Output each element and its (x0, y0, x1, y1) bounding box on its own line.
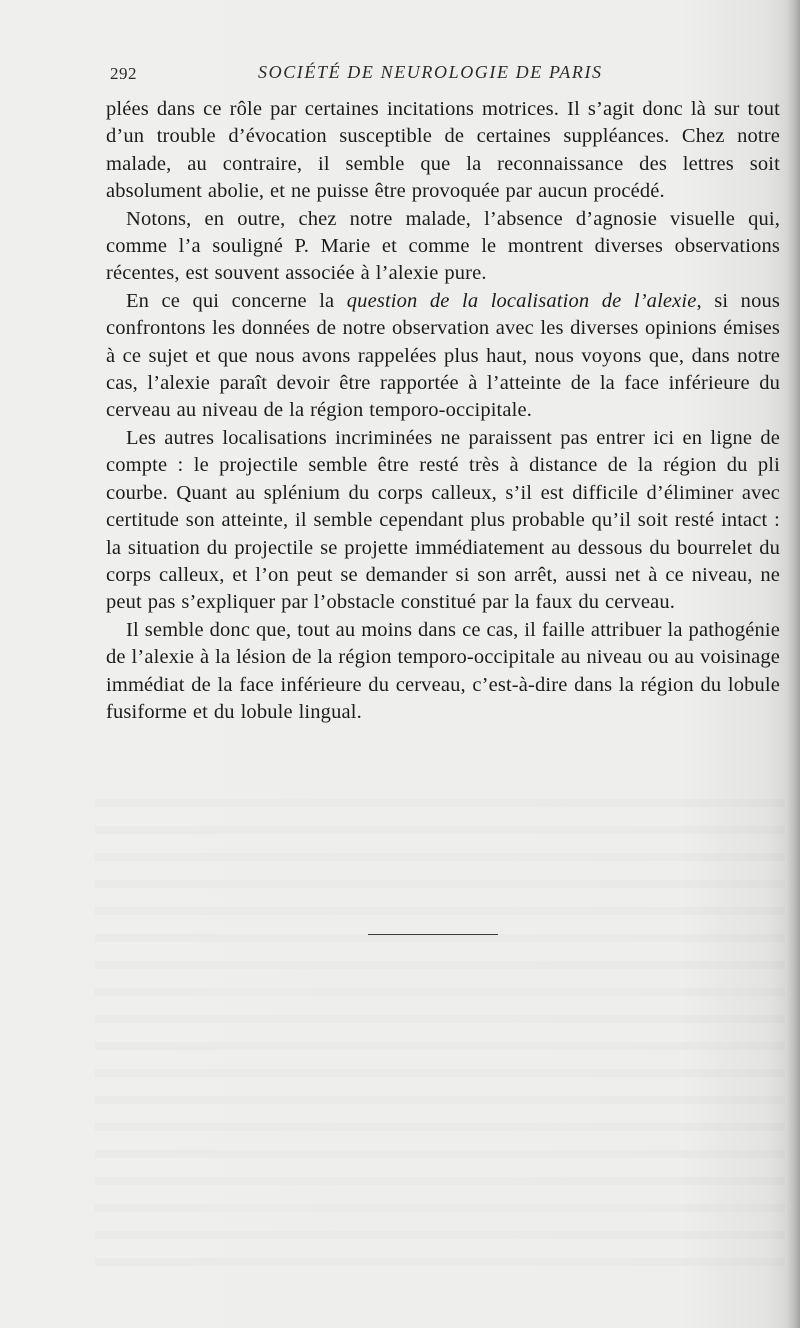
show-through-texture (95, 780, 785, 1280)
paragraph-3-end: , si nous confrontons les données de notre observation avec les diverses opinions émises à ce sujet et que nous avons rappelées plus haut, nous voyons que, dans notre cas, l’alexie paraît devoir être rapportée à l’atteinte de la face inférieure du cerveau au niveau de la région temporo-occipitale. (106, 289, 781, 422)
paragraph-2: Notons, en outre, chez notre malade, l’absence d’agnosie visuelle qui, comme l’a souligné P. Marie et comme le montrent diverses observations récentes, est souvent associée à l’alexie pure. (106, 207, 780, 285)
paragraph-5: Il semble donc que, tout au moins dans ce cas, il faille attribuer la pathogénie de l’alexie à la lésion de la région temporo-occipitale au niveau ou au voisinage immédiat de la face inférieure du cerveau, c’est-à-dire dans la région du lobule fusiforme et du lobule lingual. (106, 618, 780, 723)
paragraph-3-start: En ce qui concerne la (126, 289, 347, 312)
binding-edge-shadow (786, 0, 800, 1328)
paragraph-4: Les autres localisations incriminées ne paraissent pas entrer ici en ligne de compte : le projectile semble être resté très à distance de la région du pli courbe. Quant au splénium du corps calleux, s’il est difficile d’éliminer avec certitude son atteinte, il semble cependant plus probable qu’il soit resté intact : la situation du projectile se projette immédiatement au dessous du bourrelet du corps calleux, et l’on peut se demander si son arrêt, aussi net à ce niveau, ne peut pas s’expliquer par l’obstacle constitué par la faux du cerveau. (106, 426, 780, 614)
page-header (110, 62, 640, 90)
paragraph-1: plées dans ce rôle par certaines incitations motrices. Il s’agit donc là sur tout d’un trouble d’évocation susceptible de certaines suppléances. Chez notre malade, au contraire, il semble que la reconnaissance des lettres soit absolument abolie, et ne puisse être provoquée par aucun procédé. (106, 98, 780, 203)
page-number: 292 (110, 64, 137, 83)
section-end-rule (368, 934, 498, 935)
paragraph-3-emphasis: question de la localisation de l’alexie (346, 289, 697, 312)
article-body (106, 96, 780, 726)
paragraph-3 (106, 288, 780, 425)
running-title: SOCIÉTÉ DE NEUROLOGIE DE PARIS (258, 62, 603, 82)
